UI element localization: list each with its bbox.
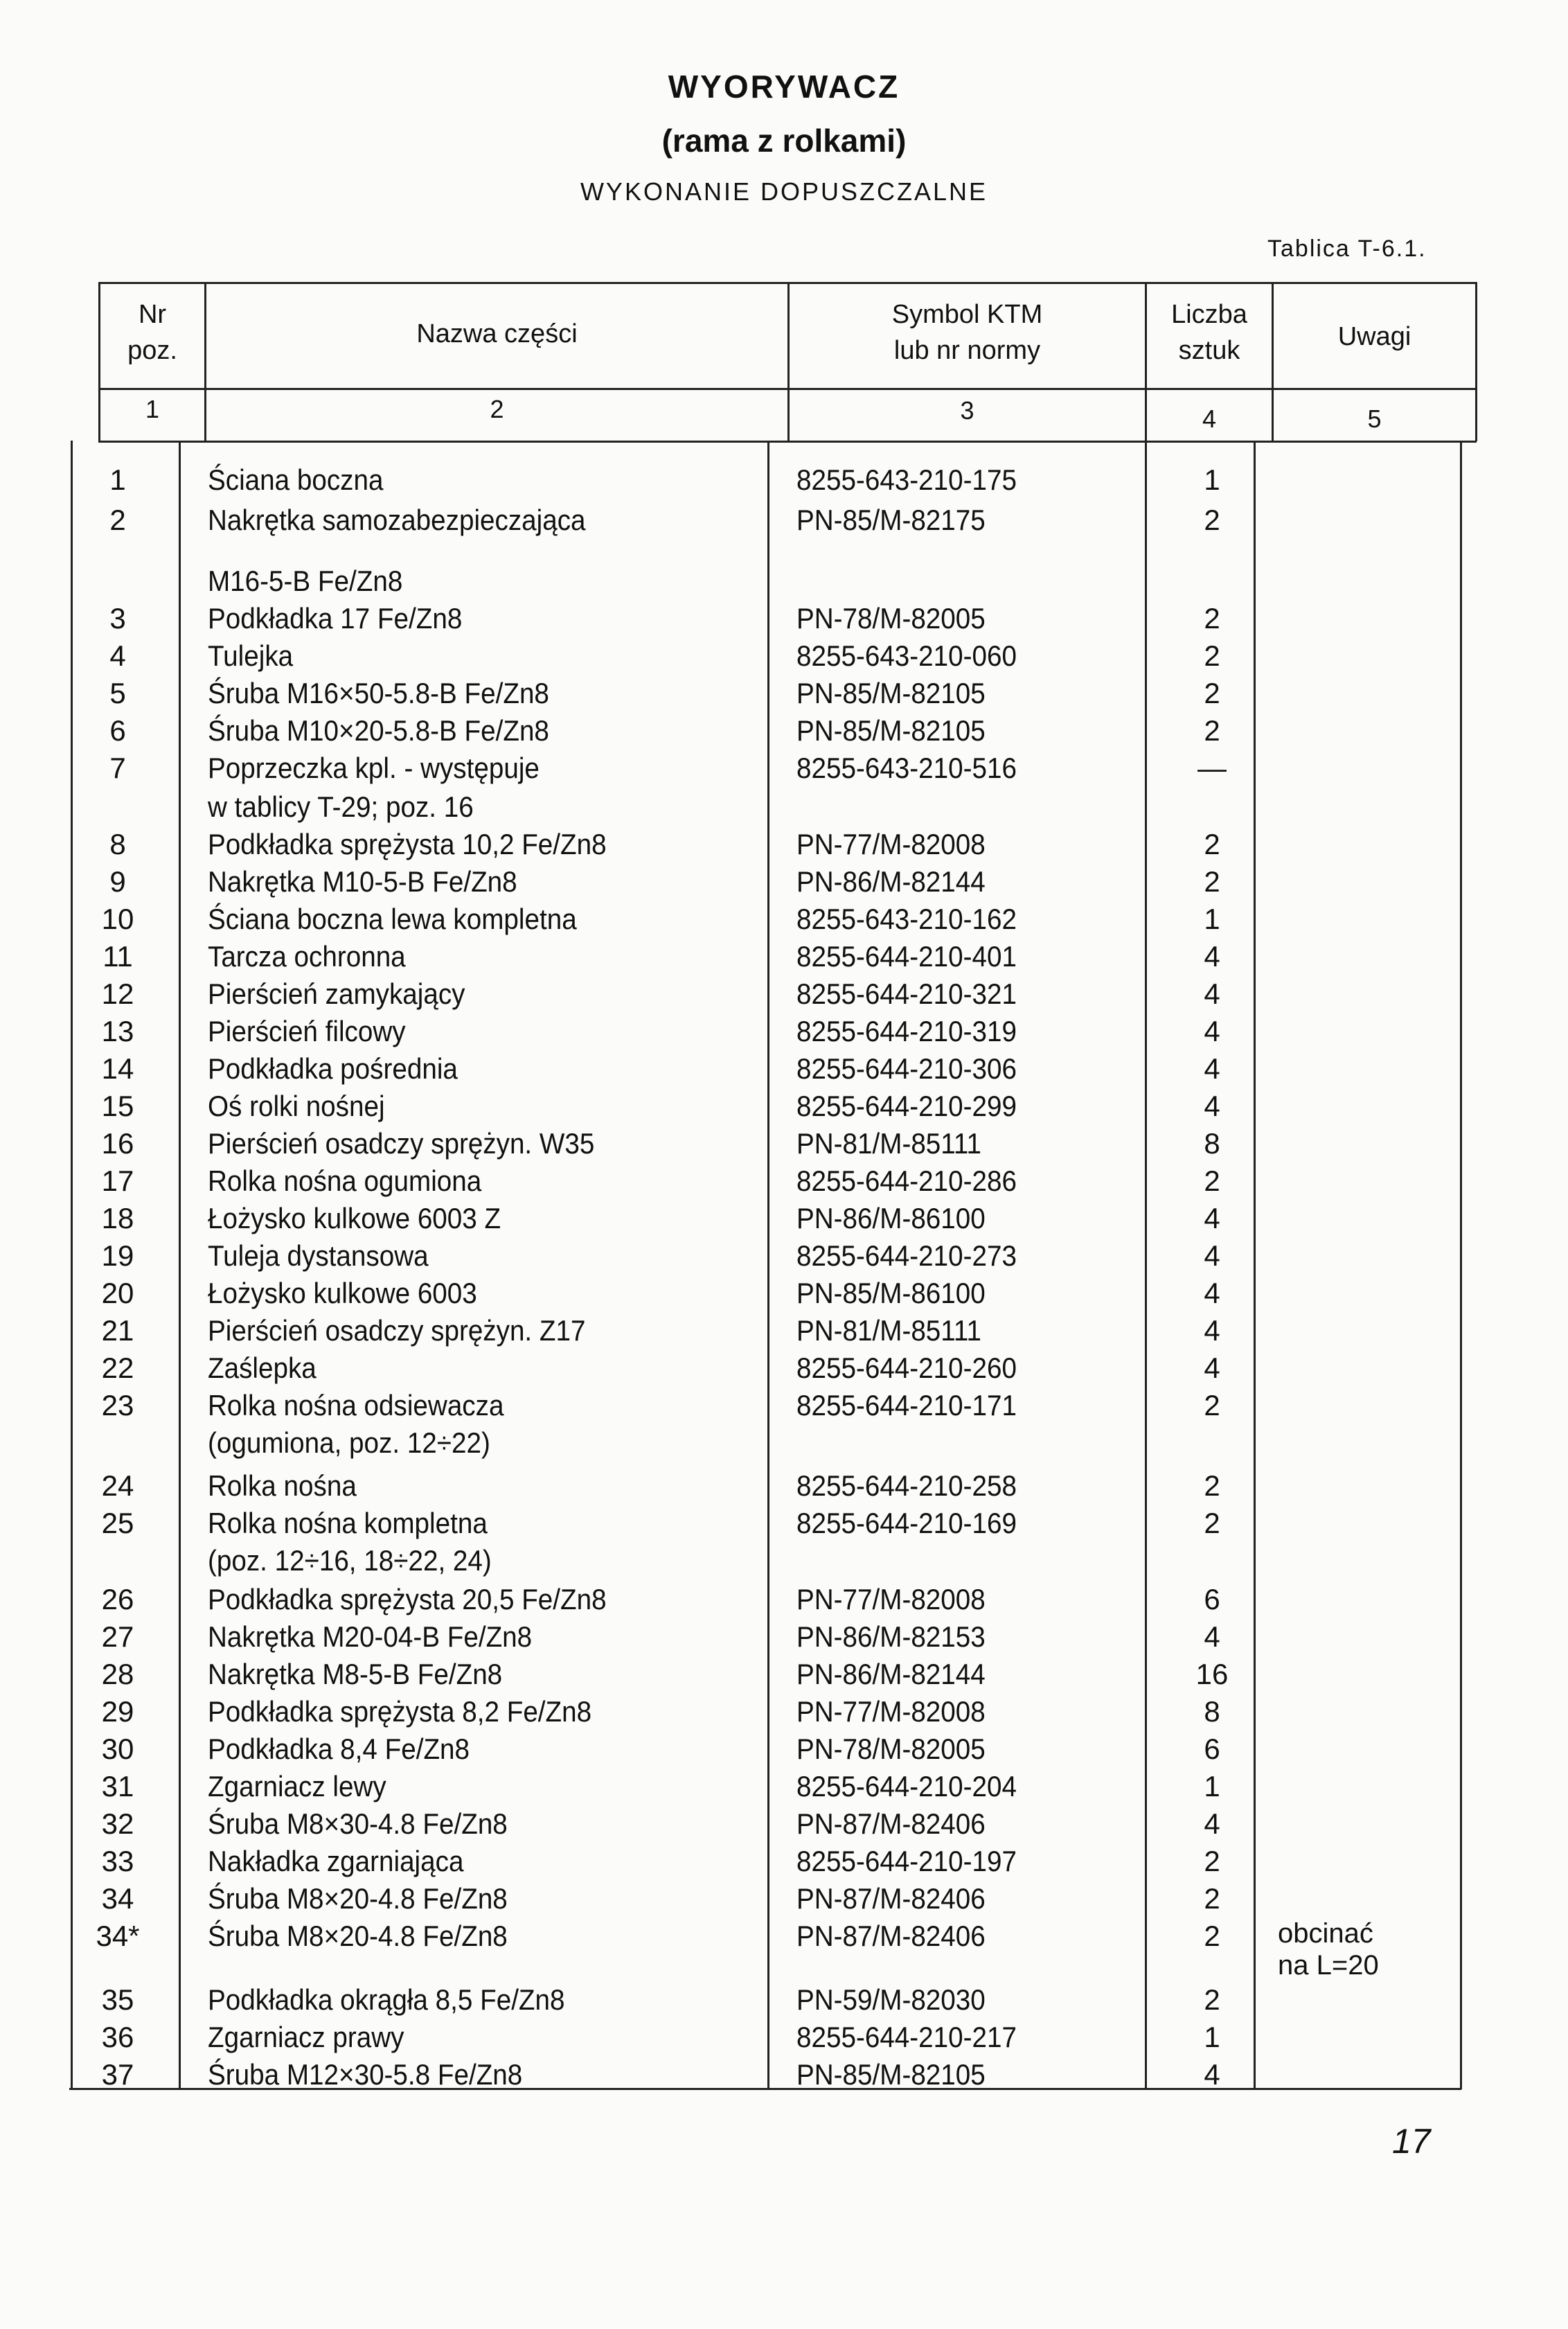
table-row — [0, 1013, 1568, 1050]
table-row — [0, 1125, 1568, 1162]
row-symbol: PN-85/M-82105 — [796, 714, 986, 747]
row-name: Pierścień filcowy — [208, 1015, 406, 1047]
row-name: Tarcza ochronna — [208, 940, 406, 973]
row-nr: 26 — [101, 1583, 134, 1615]
row-qty: 2 — [1204, 602, 1220, 635]
variant-label: WYKONANIE DOPUSZCZALNE — [580, 177, 988, 206]
table-row — [0, 1162, 1568, 1200]
row-nr: 2 — [109, 504, 126, 536]
row-qty: 4 — [1204, 1277, 1220, 1309]
col-index-2: 2 — [490, 395, 504, 423]
table-row — [0, 1730, 1568, 1768]
row-symbol: 8255-644-210-171 — [796, 1389, 1017, 1422]
row-qty: 2 — [1204, 1469, 1220, 1502]
row-qty: 2 — [1204, 1983, 1220, 2016]
row-qty: 16 — [1195, 1658, 1229, 1690]
row-name: Pierścień osadczy sprężyn. W35 — [208, 1127, 595, 1160]
document-title: WYORYWACZ — [668, 69, 900, 105]
row-nr: 6 — [109, 714, 126, 747]
row-symbol: PN-78/M-82005 — [796, 602, 986, 635]
page-number: 17 — [1392, 2122, 1431, 2161]
table-row — [0, 1618, 1568, 1656]
row-nr: 11 — [103, 940, 133, 973]
row-name: Śruba M8×30-4.8 Fe/Zn8 — [208, 1807, 508, 1840]
row-qty: 1 — [1204, 463, 1220, 496]
table-row — [0, 750, 1568, 787]
row-name: Podkładka pośrednia — [208, 1052, 458, 1085]
row-qty: 2 — [1204, 677, 1220, 709]
row-symbol: 8255-643-210-516 — [796, 752, 1017, 784]
table-row — [0, 1349, 1568, 1387]
row-qty: 4 — [1204, 1202, 1220, 1234]
row-symbol: 8255-644-210-273 — [796, 1239, 1017, 1272]
row-qty: 4 — [1204, 940, 1220, 973]
row-qty: 4 — [1204, 1015, 1220, 1047]
row-name: Rolka nośna kompletna — [208, 1507, 488, 1539]
table-row — [0, 1237, 1568, 1275]
table-row — [0, 1581, 1568, 1618]
row-nr: 5 — [109, 677, 126, 709]
row-name: Pierścień osadczy sprężyn. Z17 — [208, 1314, 586, 1347]
row-symbol: PN-77/M-82008 — [796, 828, 986, 860]
row-symbol: PN-77/M-82008 — [796, 1695, 986, 1728]
row-name: Śruba M16×50-5.8-B Fe/Zn8 — [208, 677, 549, 709]
row-nr: 14 — [101, 1052, 134, 1085]
row-qty: 2 — [1204, 828, 1220, 860]
col-index-5: 5 — [1367, 405, 1382, 433]
row-nr: 31 — [101, 1770, 134, 1803]
table-row — [0, 1200, 1568, 1237]
row-symbol: PN-81/M-85111 — [796, 1314, 982, 1347]
row-symbol: PN-87/M-82406 — [796, 1807, 986, 1840]
row-qty: 4 — [1204, 1807, 1220, 1840]
row-nr: 29 — [101, 1695, 134, 1728]
row-symbol: PN-85/M-86100 — [796, 1277, 986, 1309]
row-name: Ściana boczna lewa kompletna — [208, 903, 577, 935]
table-row — [0, 1843, 1568, 1880]
row-symbol: 8255-643-210-162 — [796, 903, 1017, 935]
table-row — [0, 461, 1568, 499]
row-name: Zaślepka — [208, 1352, 317, 1384]
table-row — [0, 1693, 1568, 1730]
row-nr: 30 — [101, 1733, 134, 1765]
table-row — [0, 1275, 1568, 1312]
row-symbol: PN-86/M-82153 — [796, 1620, 986, 1653]
row-symbol: 8255-643-210-175 — [796, 463, 1017, 496]
table-row — [0, 975, 1568, 1013]
row-qty: 6 — [1204, 1583, 1220, 1615]
table-row — [0, 600, 1568, 637]
row-qty: 2 — [1204, 1845, 1220, 1877]
row-symbol: PN-78/M-82005 — [796, 1733, 986, 1765]
table-row — [0, 1312, 1568, 1349]
row-qty: 2 — [1204, 714, 1220, 747]
row-name: Śruba M8×20-4.8 Fe/Zn8 — [208, 1920, 508, 1952]
row-symbol: 8255-644-210-197 — [796, 1845, 1017, 1877]
table-row — [0, 1387, 1568, 1424]
header-name: Nazwa części — [416, 319, 578, 348]
col-index-4: 4 — [1202, 405, 1217, 433]
header-qty: Liczba sztuk — [1171, 300, 1247, 365]
row-qty: 2 — [1204, 639, 1220, 672]
row-name: Rolka nośna ogumiona — [208, 1164, 482, 1197]
row-nr: 18 — [101, 1202, 134, 1234]
row-nr: 4 — [109, 639, 126, 672]
row-nr: 34 — [101, 1882, 134, 1915]
row-notes: obcinać na L=20 — [1278, 1918, 1379, 1981]
row-nr: 9 — [109, 865, 126, 898]
row-nr: 24 — [101, 1469, 134, 1502]
row-symbol: 8255-644-210-169 — [796, 1507, 1017, 1539]
row-qty: 1 — [1204, 2021, 1220, 2053]
table-row — [0, 637, 1568, 675]
col-index-1: 1 — [145, 395, 160, 423]
table-row — [0, 788, 1568, 826]
row-name: Podkładka okrągła 8,5 Fe/Zn8 — [208, 1983, 565, 2016]
row-qty: 4 — [1204, 1352, 1220, 1384]
row-nr: 10 — [101, 903, 134, 935]
row-qty: 4 — [1204, 1090, 1220, 1122]
table-row — [0, 1805, 1568, 1843]
row-qty: 2 — [1204, 865, 1220, 898]
row-qty: 6 — [1204, 1733, 1220, 1765]
row-name: Zgarniacz lewy — [208, 1770, 386, 1803]
row-name: Pierścień zamykający — [208, 977, 465, 1010]
row-name: Łożysko kulkowe 6003 Z — [208, 1202, 501, 1234]
row-qty: 4 — [1204, 977, 1220, 1010]
row-symbol: PN-85/M-82105 — [796, 2058, 986, 2091]
row-qty: 2 — [1204, 1920, 1220, 1952]
table-row — [0, 712, 1568, 750]
row-name: Łożysko kulkowe 6003 — [208, 1277, 477, 1309]
row-name: Podkładka sprężysta 8,2 Fe/Zn8 — [208, 1695, 592, 1728]
row-nr: 35 — [101, 1983, 134, 2016]
table-row — [0, 1768, 1568, 1805]
row-qty: 4 — [1204, 1052, 1220, 1085]
header-nr: Nr poz. — [127, 300, 177, 365]
row-name: Nakrętka samozabezpieczająca — [208, 504, 586, 536]
row-symbol: 8255-644-210-217 — [796, 2021, 1017, 2053]
row-symbol: PN-85/M-82105 — [796, 677, 986, 709]
row-name: w tablicy T-29; poz. 16 — [208, 790, 474, 823]
row-name: Zgarniacz prawy — [208, 2021, 404, 2053]
row-qty: 2 — [1204, 1164, 1220, 1197]
table-row — [0, 1880, 1568, 1918]
table-row — [0, 1050, 1568, 1088]
row-symbol: 8255-644-210-401 — [796, 940, 1017, 973]
row-nr: 27 — [101, 1620, 134, 1653]
row-qty: 1 — [1204, 903, 1220, 935]
row-name: Nakładka zgarniająca — [208, 1845, 464, 1877]
table-number: Tablica T-6.1. — [1267, 236, 1427, 262]
row-symbol: PN-81/M-85111 — [796, 1127, 982, 1160]
row-nr: 1 — [109, 463, 126, 496]
row-qty: 2 — [1204, 1507, 1220, 1539]
row-nr: 8 — [109, 828, 126, 860]
row-nr: 23 — [101, 1389, 134, 1422]
row-name: Śruba M8×20-4.8 Fe/Zn8 — [208, 1882, 508, 1915]
row-symbol: PN-85/M-82175 — [796, 504, 986, 536]
row-name: Nakrętka M8-5-B Fe/Zn8 — [208, 1658, 503, 1690]
row-name: Tulejka — [208, 639, 294, 672]
row-nr: 21 — [101, 1314, 134, 1347]
row-qty: 8 — [1204, 1127, 1220, 1160]
row-symbol: 8255-643-210-060 — [796, 639, 1017, 672]
row-qty: — — [1197, 752, 1227, 784]
row-symbol: 8255-644-210-321 — [796, 977, 1017, 1010]
row-name: Nakrętka M20-04-B Fe/Zn8 — [208, 1620, 533, 1653]
row-name: Podkładka sprężysta 10,2 Fe/Zn8 — [208, 828, 607, 860]
row-qty: 4 — [1204, 2058, 1220, 2091]
row-symbol: 8255-644-210-286 — [796, 1164, 1017, 1197]
document-subtitle: (rama z rolkami) — [661, 123, 907, 159]
table-row — [0, 675, 1568, 712]
row-nr: 13 — [101, 1015, 134, 1047]
row-symbol: 8255-644-210-319 — [796, 1015, 1017, 1047]
row-symbol: PN-86/M-86100 — [796, 1202, 986, 1234]
row-qty: 4 — [1204, 1314, 1220, 1347]
row-nr: 36 — [101, 2021, 134, 2053]
col-index-3: 3 — [960, 396, 974, 425]
row-nr: 19 — [101, 1239, 134, 1272]
row-symbol: 8255-644-210-260 — [796, 1352, 1017, 1384]
row-name: Poprzeczka kpl. - występuje — [208, 752, 540, 784]
row-nr: 25 — [101, 1507, 134, 1539]
row-nr: 17 — [101, 1164, 134, 1197]
table-row — [0, 2056, 1568, 2093]
table-row — [0, 901, 1568, 938]
row-symbol: PN-87/M-82406 — [796, 1920, 986, 1952]
row-name: Podkładka sprężysta 20,5 Fe/Zn8 — [208, 1583, 607, 1615]
col-border-right-top — [1475, 282, 1477, 441]
table-row — [0, 1467, 1568, 1505]
row-nr: 32 — [101, 1807, 134, 1840]
row-symbol: 8255-644-210-258 — [796, 1469, 1017, 1502]
row-symbol: PN-77/M-82008 — [796, 1583, 986, 1615]
row-qty: 4 — [1204, 1620, 1220, 1653]
table-row — [0, 863, 1568, 901]
row-nr: 20 — [101, 1277, 134, 1309]
row-name: (poz. 12÷16, 18÷22, 24) — [208, 1544, 492, 1577]
row-name: Rolka nośna odsiewacza — [208, 1389, 504, 1422]
row-name: (ogumiona, poz. 12÷22) — [208, 1426, 490, 1459]
table-row — [0, 826, 1568, 863]
row-nr: 7 — [109, 752, 126, 784]
row-nr: 12 — [101, 977, 134, 1010]
row-qty: 1 — [1204, 1770, 1220, 1803]
row-name: Rolka nośna — [208, 1469, 357, 1502]
row-nr: 16 — [101, 1127, 134, 1160]
table-row — [0, 2019, 1568, 2056]
row-symbol: PN-87/M-82406 — [796, 1882, 986, 1915]
row-name: M16-5-B Fe/Zn8 — [208, 565, 403, 597]
row-nr: 33 — [101, 1845, 134, 1877]
row-name: Śruba M10×20-5.8-B Fe/Zn8 — [208, 714, 549, 747]
row-qty: 2 — [1204, 504, 1220, 536]
header-notes: Uwagi — [1337, 322, 1411, 351]
row-nr: 15 — [101, 1090, 134, 1122]
row-symbol: 8255-644-210-299 — [796, 1090, 1017, 1122]
table-row — [0, 1981, 1568, 2019]
row-name: Ściana boczna — [208, 463, 384, 496]
row-name: Podkładka 17 Fe/Zn8 — [208, 602, 463, 635]
row-nr: 3 — [109, 602, 126, 635]
table-row — [0, 563, 1568, 600]
row-qty: 2 — [1204, 1882, 1220, 1915]
row-symbol: 8255-644-210-306 — [796, 1052, 1017, 1085]
table-row — [0, 1656, 1568, 1693]
row-symbol: PN-59/M-82030 — [796, 1983, 986, 2016]
row-symbol: PN-86/M-82144 — [796, 865, 986, 898]
row-name: Śruba M12×30-5.8 Fe/Zn8 — [208, 2058, 523, 2091]
table-row — [0, 1505, 1568, 1542]
row-name: Tuleja dystansowa — [208, 1239, 429, 1272]
row-nr: 28 — [101, 1658, 134, 1690]
row-qty: 4 — [1204, 1239, 1220, 1272]
table-row — [0, 1424, 1568, 1462]
row-name: Nakrętka M10-5-B Fe/Zn8 — [208, 865, 517, 898]
header-symbol: Symbol KTM lub nr normy — [891, 300, 1043, 365]
row-symbol: 8255-644-210-204 — [796, 1770, 1017, 1803]
row-name: Oś rolki nośnej — [208, 1090, 385, 1122]
table-row — [0, 1542, 1568, 1579]
table-row — [0, 502, 1568, 539]
row-nr: 34* — [96, 1920, 140, 1952]
table-row — [0, 938, 1568, 975]
table-row — [0, 1088, 1568, 1125]
row-nr: 37 — [101, 2058, 134, 2091]
row-name: Podkładka 8,4 Fe/Zn8 — [208, 1733, 470, 1765]
row-qty: 2 — [1204, 1389, 1220, 1422]
table-row — [0, 1918, 1568, 1981]
row-nr: 22 — [101, 1352, 134, 1384]
row-symbol: PN-86/M-82144 — [796, 1658, 986, 1690]
row-qty: 8 — [1204, 1695, 1220, 1728]
